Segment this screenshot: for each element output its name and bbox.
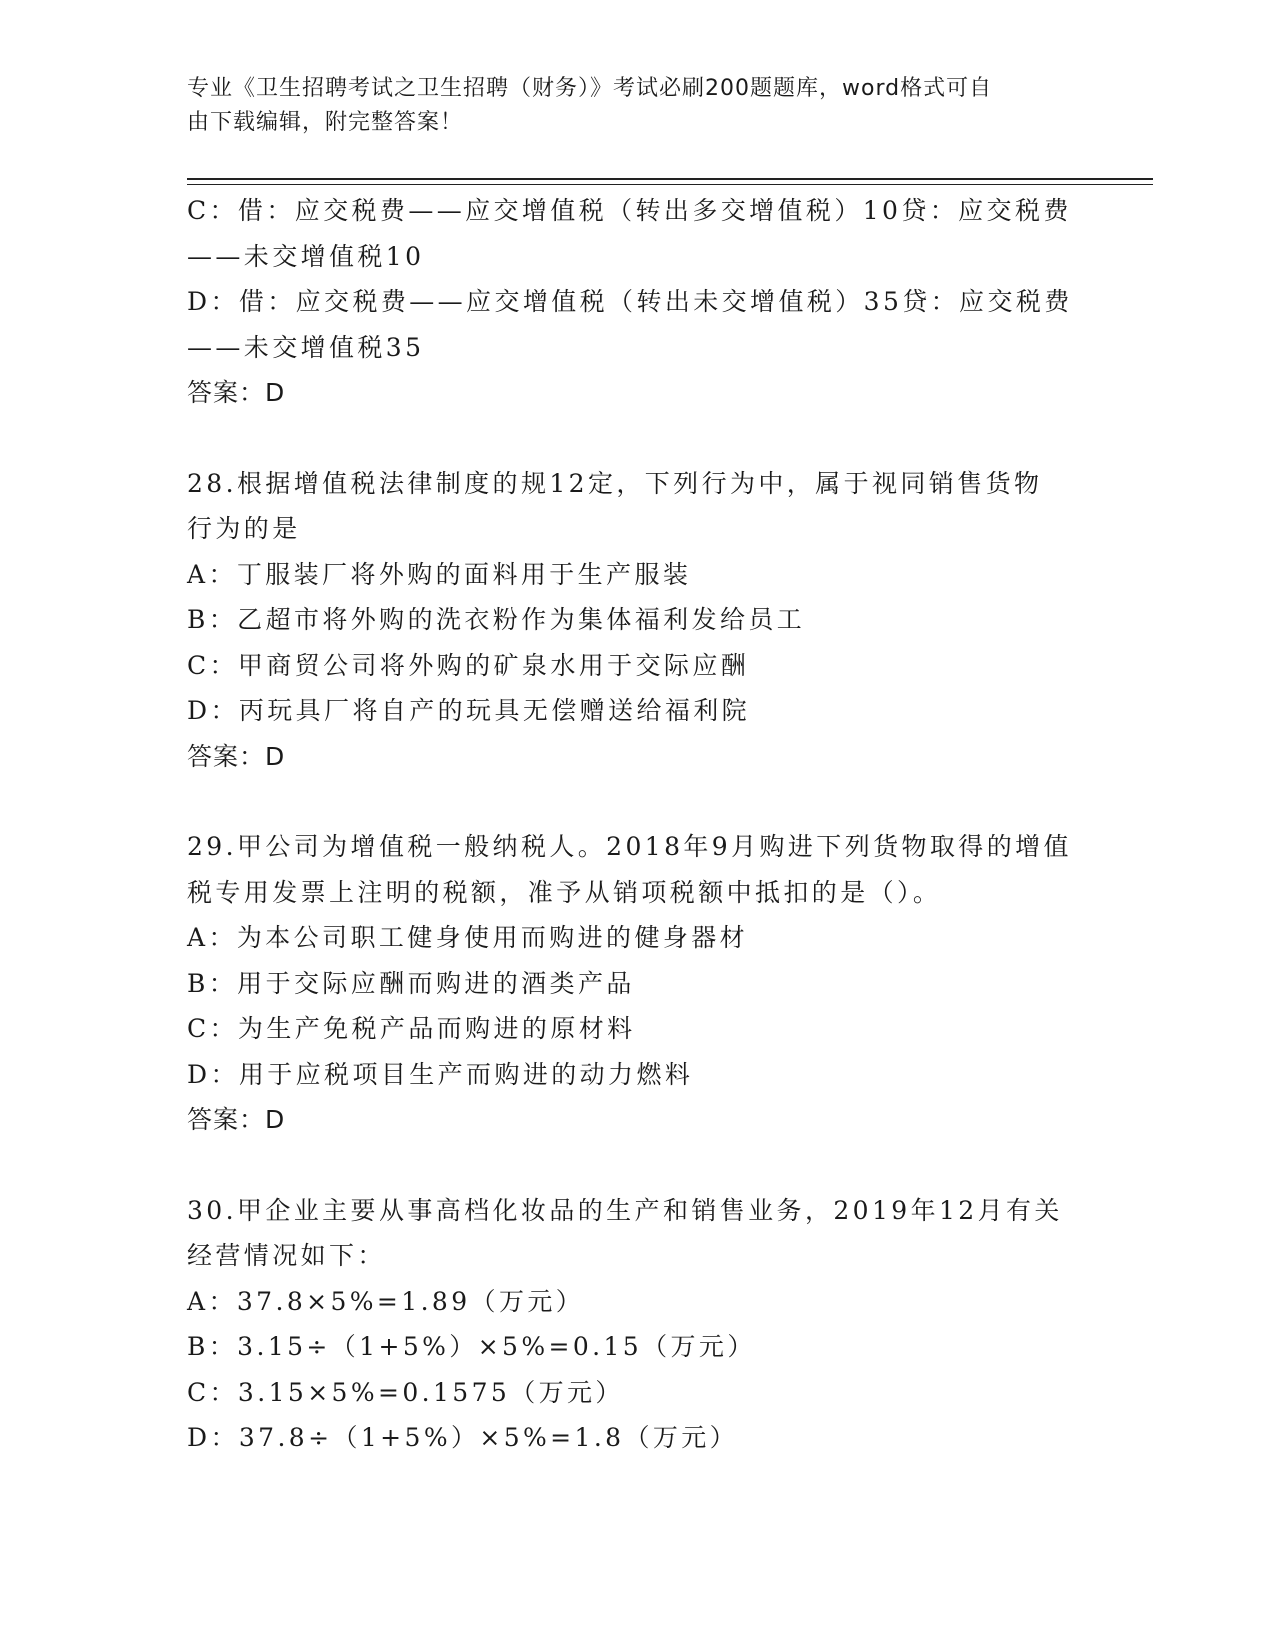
- header-line-1: 专业《卫生招聘考试之卫生招聘（财务）》考试必刷200题题库，word格式可自: [187, 76, 993, 101]
- document-header: [187, 72, 1087, 140]
- header-line-2: 由下载编辑，附完整答案！: [187, 110, 464, 135]
- question-stem-line-1: 30.甲企业主要从事高档化妆品的生产和销售业务，2019年12月有关: [187, 1195, 1063, 1225]
- answer-29: 答案：D: [187, 1105, 286, 1134]
- document-body: [187, 188, 1087, 1461]
- option-c: C：为生产免税产品而购进的原材料: [187, 1014, 636, 1043]
- option-c: C：3.15×5%=0.1575（万元）: [187, 1377, 624, 1407]
- option-d-line-1: D：借：应交税费——应交增值税（转出未交增值税）35贷：应交税费: [187, 287, 1073, 316]
- option-c-line-2: ——未交增值税10: [187, 241, 425, 271]
- option-b: B：3.15÷（1+5%）×5%=0.15（万元）: [187, 1332, 756, 1361]
- header-divider-thin: [187, 184, 1153, 185]
- question-28: [187, 461, 1087, 780]
- question-stem-line-2: 经营情况如下：: [187, 1241, 386, 1270]
- option-b: B：用于交际应酬而购进的酒类产品: [187, 968, 635, 998]
- header-divider-thick: [187, 178, 1153, 180]
- question-stem-line-2: 行为的是: [187, 514, 301, 543]
- answer-28: 答案：D: [187, 741, 286, 771]
- question-27-carryover: [187, 188, 1087, 416]
- question-stem-line-1: 28.根据增值税法律制度的规12定，下列行为中，属于视同销售货物: [187, 468, 1043, 498]
- option-a: A：丁服装厂将外购的面料用于生产服装: [187, 559, 692, 589]
- option-a: A：为本公司职工健身使用而购进的健身器材: [187, 923, 749, 952]
- option-d-line-2: ——未交增值税35: [187, 332, 425, 362]
- option-d: D：37.8÷（1+5%）×5%=1.8（万元）: [187, 1423, 739, 1452]
- question-29: [187, 824, 1087, 1143]
- option-d: D：用于应税项目生产而购进的动力燃料: [187, 1059, 694, 1089]
- answer-27: 答案：D: [187, 378, 286, 407]
- question-30: [187, 1188, 1087, 1461]
- option-c: C：甲商贸公司将外购的矿泉水用于交际应酬: [187, 650, 750, 680]
- option-b: B：乙超市将外购的洗衣粉作为集体福利发给员工: [187, 605, 806, 634]
- option-d: D：丙玩具厂将自产的玩具无偿赠送给福利院: [187, 696, 751, 725]
- question-stem-line-2: 税专用发票上注明的税额，准予从销项税额中抵扣的是（）。: [187, 877, 942, 907]
- option-a: A：37.8×5%=1.89（万元）: [187, 1286, 585, 1316]
- question-stem-line-1: 29.甲公司为增值税一般纳税人。2018年9月购进下列货物取得的增值: [187, 832, 1072, 861]
- option-c-line-1: C：借：应交税费——应交增值税（转出多交增值税）10贷：应交税费: [187, 196, 1072, 225]
